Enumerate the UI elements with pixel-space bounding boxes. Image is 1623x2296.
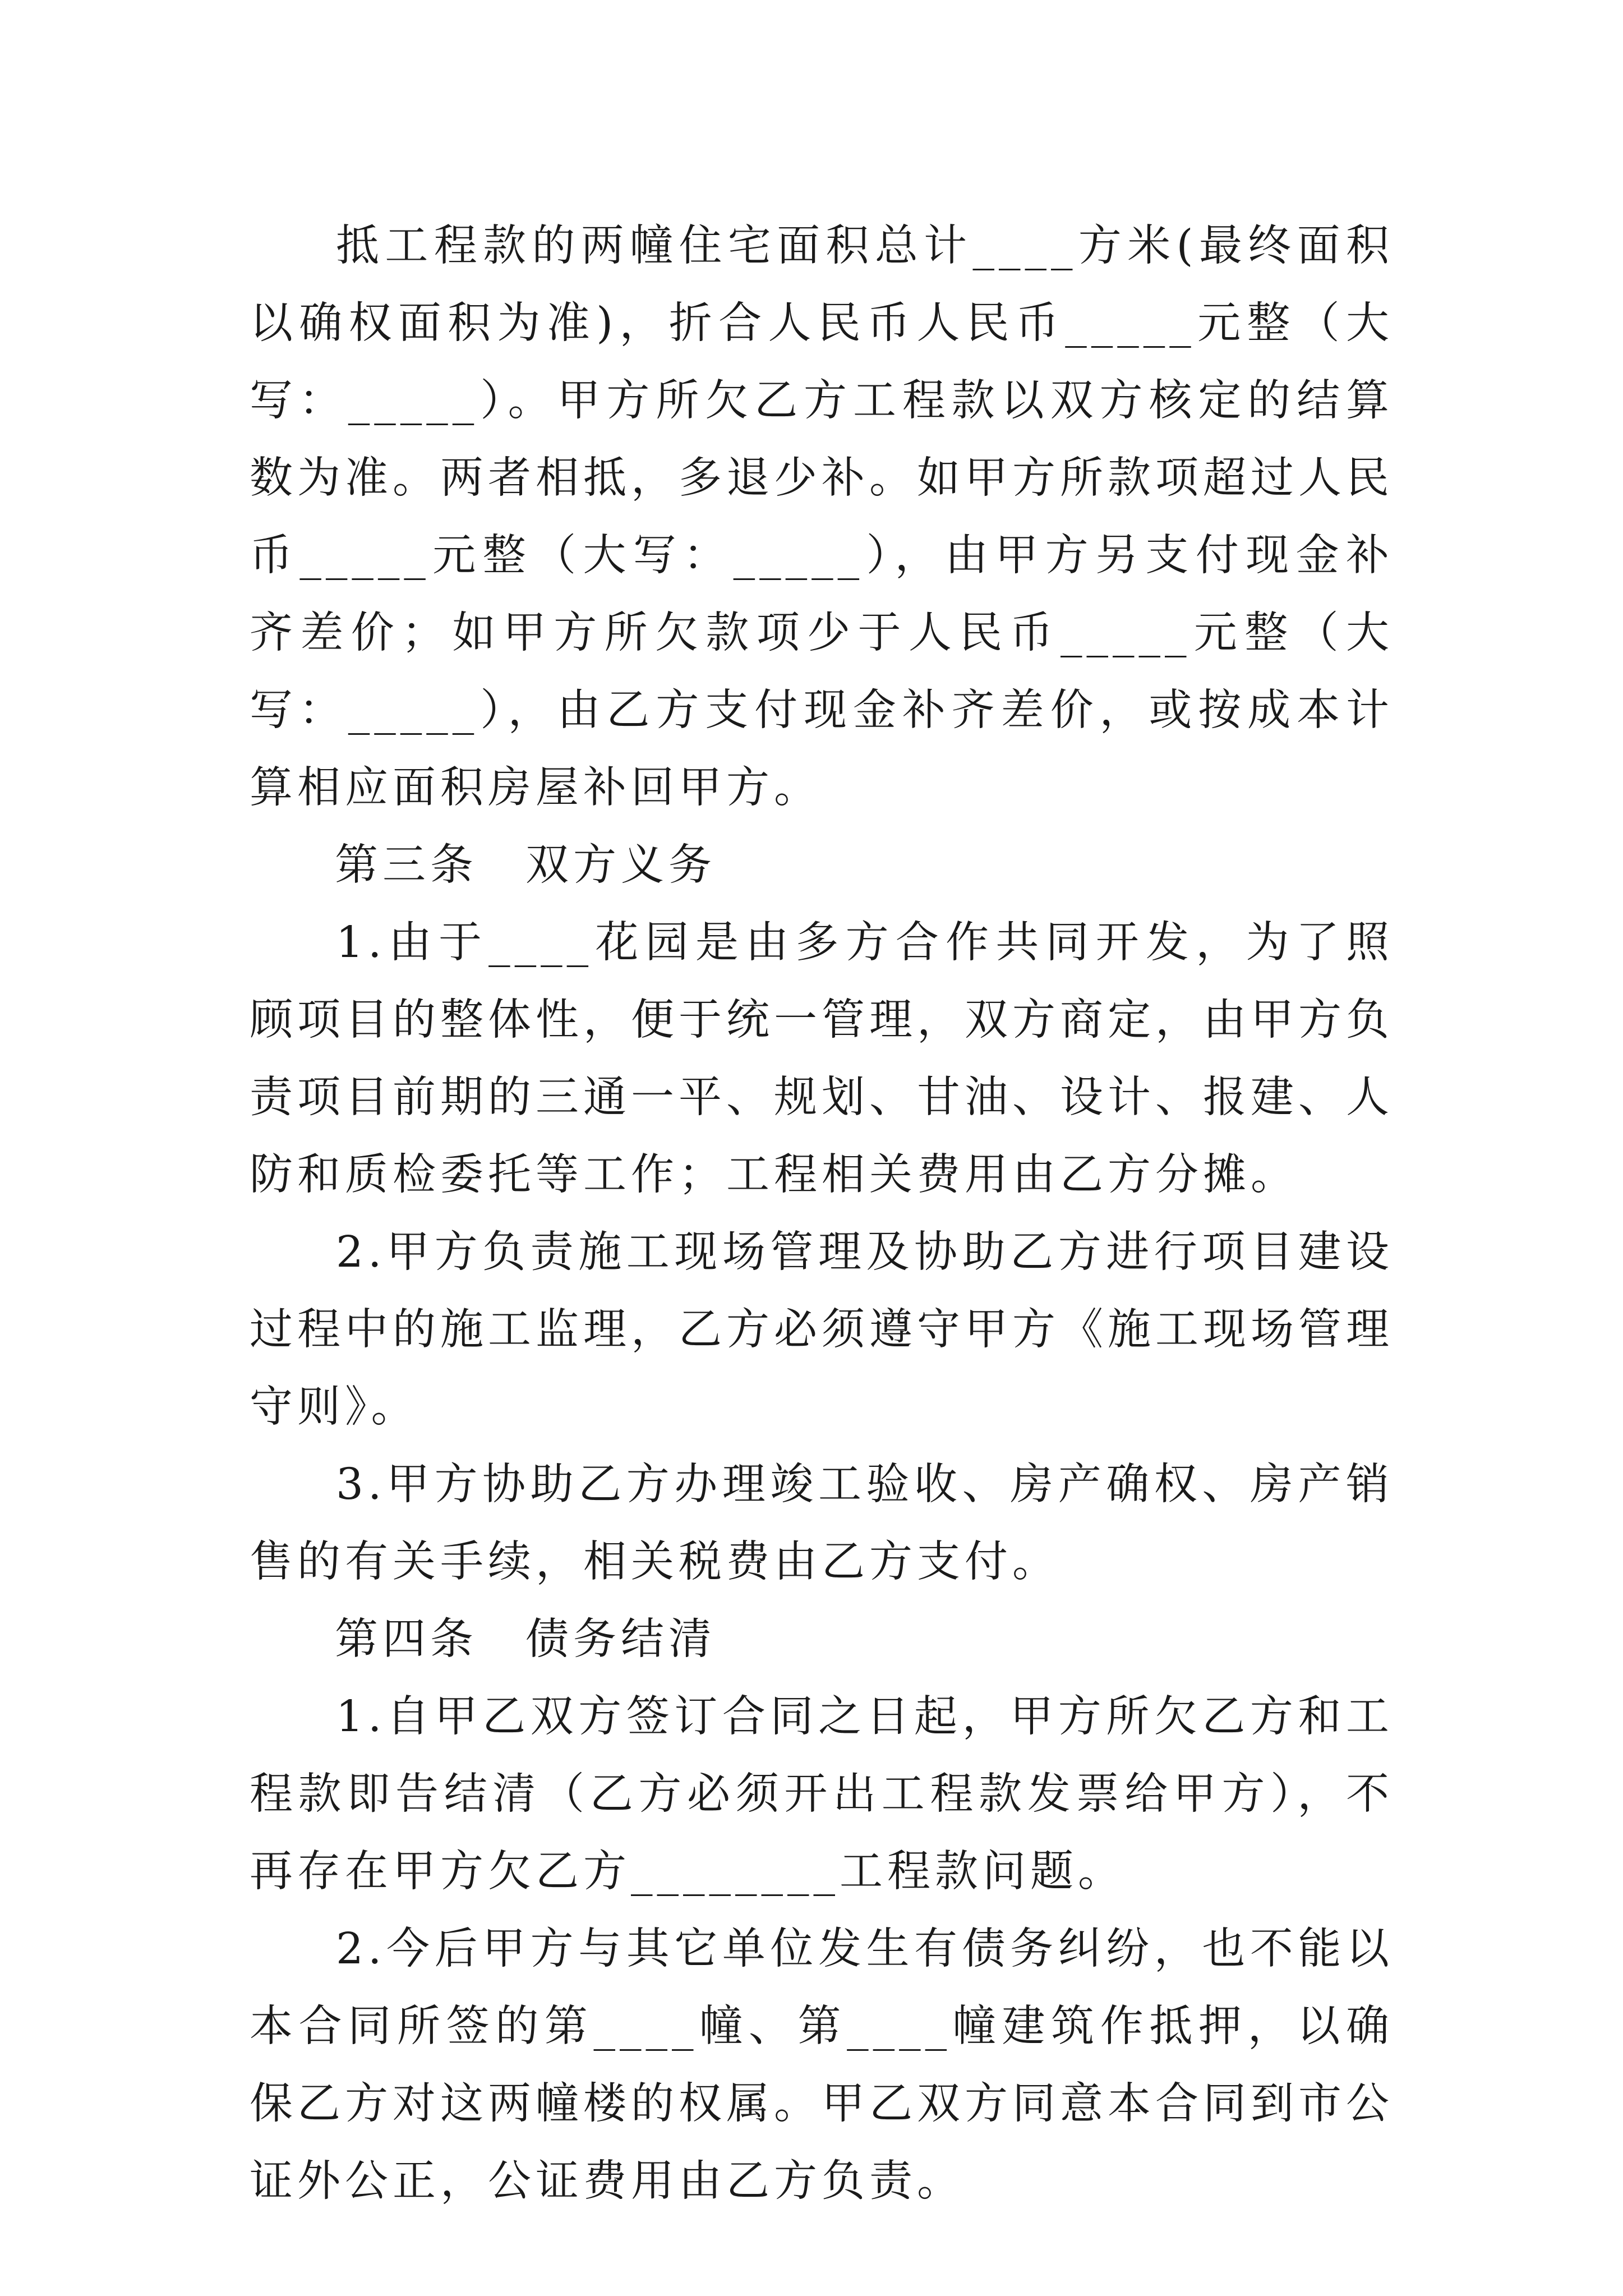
paragraph-area-settlement: 抵工程款的两幢住宅面积总计____方米(最终面积以确权面积为准)，折合人民币人民币_____元整（大写：_____）。甲方所欠乙方工程款以双方核定的结算数为准。两者相抵，多退少补。如甲方所款项超过人民币_____元整（大写：_____），由甲方另支付现金补齐差价；如甲方所欠款项少于人民币_____元整（大写：_____），由乙方支付现金补齐差价，或按成本计算相应面积房屋补回甲方。 (250, 221, 1394, 813)
article-4-clause-1: 1.自甲乙双方签订合同之日起，甲方所欠乙方和工程款即告结清（乙方必须开出工程款发票给甲方），不再存在甲方欠乙方________工程款问题。 (250, 1692, 1394, 1897)
article-4-clause-2: 2.今后甲方与其它单位发生有债务纠纷，也不能以本合同所签的第____幢、第____幢建筑作抵押，以确保乙方对这两幢楼的权属。甲乙双方同意本合同到市公证外公正，公证费用由乙方负责。 (250, 1924, 1394, 2206)
document-body (250, 208, 1394, 2220)
article-3-heading: 第三条 双方义务 (335, 840, 716, 890)
article-4-heading: 第四条 债务结清 (335, 1614, 716, 1664)
article-3-clause-3: 3.甲方协助乙方办理竣工验收、房产确权、房产销售的有关手续，相关税费由乙方支付。 (250, 1460, 1394, 1587)
article-3-clause-2: 2.甲方负责施工现场管理及协助乙方进行项目建设过程中的施工监理，乙方必须遵守甲方《施工现场管理守则》。 (250, 1227, 1394, 1432)
article-3-clause-1: 1.由于____花园是由多方合作共同开发，为了照顾项目的整体性，便于统一管理，双方商定，由甲方负责项目前期的三通一平、规划、甘油、设计、报建、人防和质检委托等工作；工程相关费用由乙方分摊。 (250, 918, 1394, 1200)
